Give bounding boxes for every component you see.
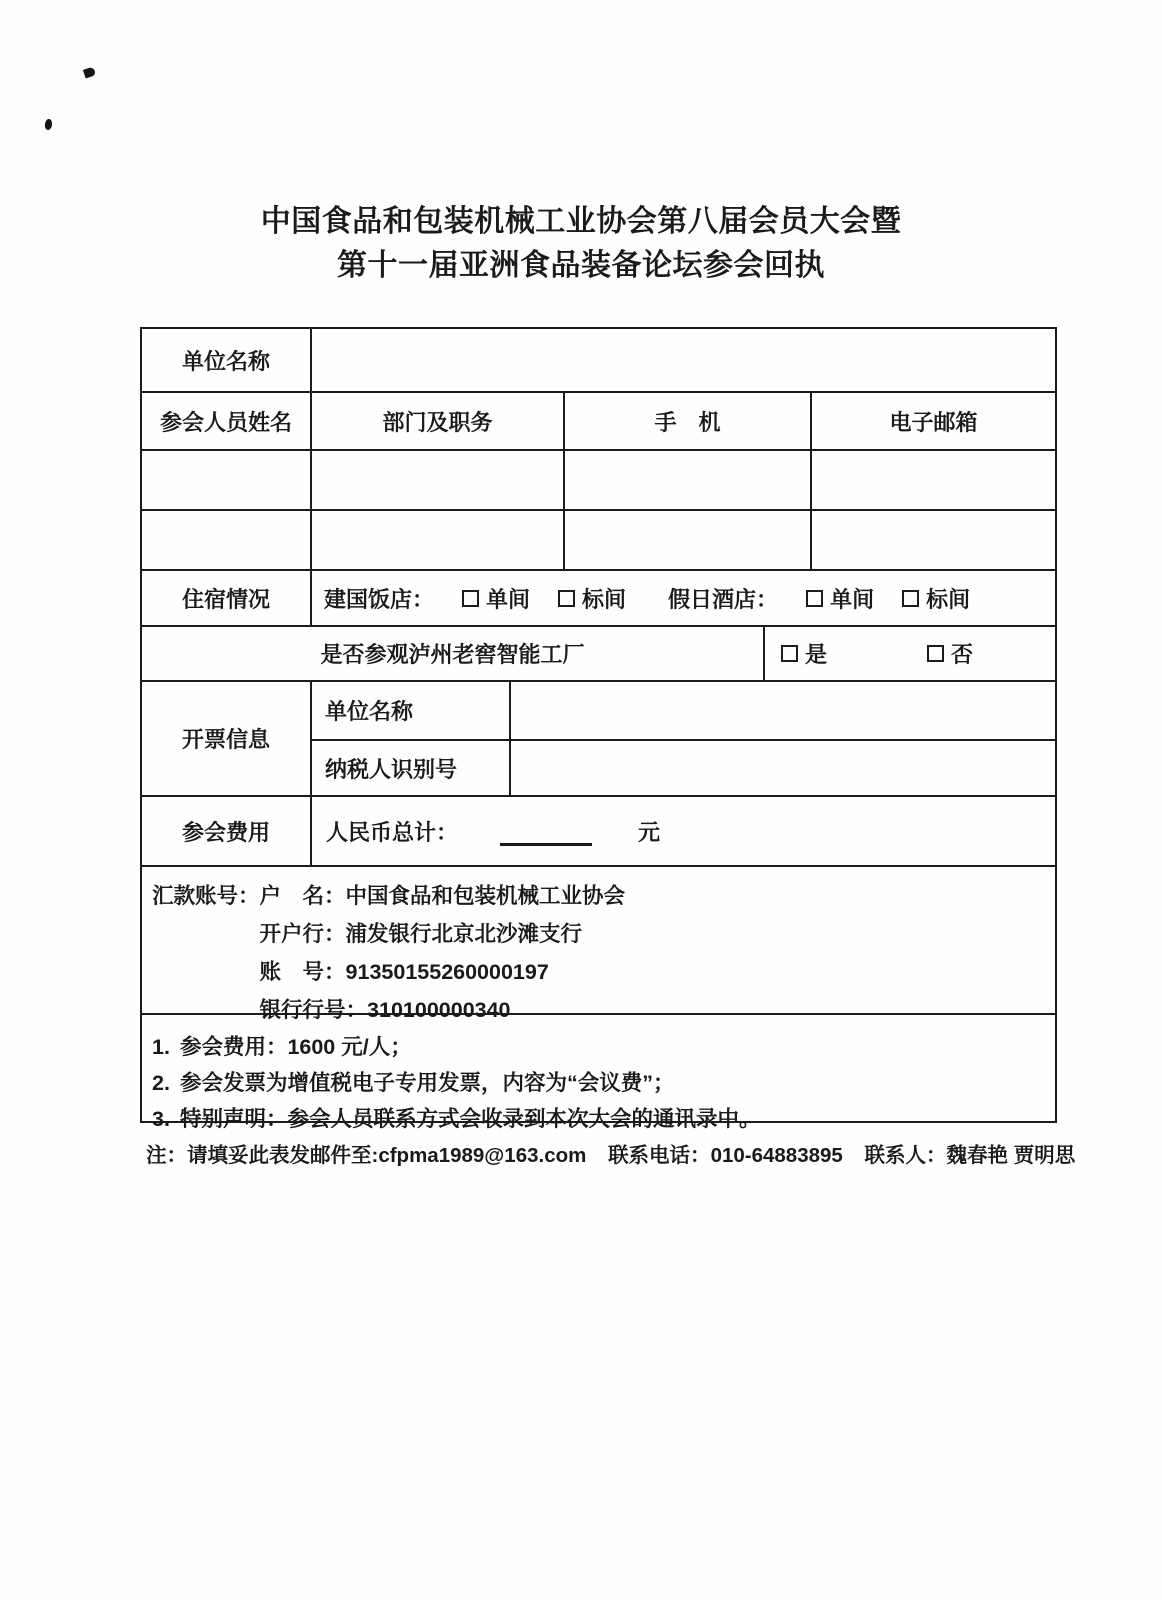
remittance-lines bbox=[260, 877, 626, 1029]
accommodation-label: 住宿情况 bbox=[181, 586, 270, 612]
registration-table bbox=[140, 327, 1057, 1131]
contact-names: 魏春艳 贾明思 bbox=[946, 1144, 1076, 1167]
note-text: 特别声明：参会人员联系方式会收录到本次大会的通讯录中。 bbox=[179, 1107, 761, 1131]
contact-phone: 010-64883895 bbox=[710, 1144, 843, 1167]
jianguo-single-checkbox[interactable] bbox=[462, 590, 479, 607]
remit-line-value: 浦发银行北京北沙滩支行 bbox=[345, 922, 583, 946]
remit-line-label: 户 名： bbox=[259, 884, 346, 908]
dept-position-header: 部门及职务 bbox=[310, 393, 563, 449]
jianguo-standard-option bbox=[558, 583, 626, 614]
form-title-line-2: 第十一届亚洲食品装备论坛参会回执 bbox=[337, 249, 825, 282]
visit-no-label: 否 bbox=[951, 642, 974, 667]
invoice-unit-name-label: 单位名称 bbox=[325, 699, 414, 724]
note-item-2 bbox=[152, 1065, 1055, 1101]
note-item-1 bbox=[152, 1029, 1055, 1065]
invoice-unit-name-input-cell[interactable] bbox=[509, 682, 1055, 739]
remit-line-label: 银行行号： bbox=[259, 998, 368, 1022]
remit-line-value: 91350155260000197 bbox=[345, 960, 549, 984]
remit-line-label: 账 号： bbox=[259, 960, 346, 984]
holiday-hotel-label: 假日酒店： bbox=[668, 586, 779, 612]
single-room-label: 单间 bbox=[830, 586, 875, 612]
accommodation-row bbox=[142, 569, 1055, 625]
mobile-header: 手 机 bbox=[563, 393, 810, 449]
remit-line-value: 中国食品和包装机械工业协会 bbox=[345, 884, 626, 908]
invoice-taxid-row bbox=[312, 739, 1055, 795]
note-number: 2. bbox=[152, 1071, 170, 1095]
unit-name-row bbox=[142, 329, 1055, 391]
attendee-row-1 bbox=[142, 449, 1055, 509]
holiday-single-checkbox[interactable] bbox=[806, 590, 823, 607]
remittance-line-account-number bbox=[260, 953, 626, 991]
note-item-3 bbox=[152, 1101, 1055, 1137]
footer-note bbox=[146, 1138, 1076, 1168]
note-number: 3. bbox=[152, 1107, 170, 1131]
remit-line-label: 开户行： bbox=[259, 922, 346, 946]
invoice-unit-row bbox=[312, 682, 1055, 739]
email-header: 电子邮箱 bbox=[810, 393, 1055, 449]
unit-name-input-cell[interactable] bbox=[310, 329, 1055, 391]
remit-line-value: 310100000340 bbox=[367, 998, 511, 1022]
notes-block bbox=[142, 1015, 1055, 1131]
invoice-info-label: 开票信息 bbox=[181, 727, 270, 752]
note-text: 参会费用：1600 元/人； bbox=[179, 1035, 412, 1059]
attendee-2-name-cell[interactable] bbox=[142, 511, 310, 569]
form-title bbox=[0, 200, 1162, 288]
fee-prefix-label: 人民币总计： bbox=[326, 819, 459, 845]
phone-label: 联系电话： bbox=[608, 1144, 711, 1167]
fee-content-cell bbox=[310, 797, 1055, 865]
attendee-1-dept-cell[interactable] bbox=[310, 451, 563, 509]
holiday-standard-option bbox=[902, 583, 970, 614]
invoice-info-row bbox=[142, 680, 1055, 795]
fee-row bbox=[142, 795, 1055, 865]
remittance-line-account-name bbox=[260, 877, 626, 915]
standard-room-label: 标间 bbox=[926, 586, 971, 612]
unit-name-label: 单位名称 bbox=[181, 348, 270, 374]
jianguo-single-option bbox=[462, 583, 530, 614]
visit-yes-option bbox=[781, 638, 827, 669]
attendee-row-2 bbox=[142, 509, 1055, 569]
fee-unit-label: 元 bbox=[638, 819, 661, 845]
jianguo-standard-checkbox[interactable] bbox=[558, 590, 575, 607]
visit-no-option bbox=[927, 638, 973, 669]
visit-no-checkbox[interactable] bbox=[927, 645, 944, 662]
ink-speck bbox=[44, 118, 53, 130]
jianguo-hotel-label: 建国饭店： bbox=[324, 586, 435, 612]
invoice-tax-id-input-cell[interactable] bbox=[509, 741, 1055, 795]
visit-yes-checkbox[interactable] bbox=[781, 645, 798, 662]
fee-label: 参会费用 bbox=[181, 819, 270, 845]
note-text: 参会发票为增值税电子专用发票，内容为“会议费”； bbox=[179, 1071, 675, 1095]
attendee-1-email-cell[interactable] bbox=[810, 451, 1055, 509]
remittance-block bbox=[142, 867, 1055, 1022]
fee-amount-blank[interactable] bbox=[500, 817, 592, 846]
attendee-2-dept-cell[interactable] bbox=[310, 511, 563, 569]
footer-prefix: 注：请填妥此表发邮件至: bbox=[146, 1144, 379, 1167]
form-title-line-1: 中国食品和包装机械工业协会第八届会员大会暨 bbox=[260, 205, 902, 238]
accommodation-options-cell bbox=[310, 571, 1055, 625]
notes-row bbox=[142, 1013, 1055, 1131]
invoice-subtable bbox=[310, 682, 1055, 795]
holiday-single-option bbox=[806, 583, 874, 614]
holiday-standard-checkbox[interactable] bbox=[902, 590, 919, 607]
attendee-2-mobile-cell[interactable] bbox=[563, 511, 810, 569]
contact-label: 联系人： bbox=[864, 1144, 947, 1167]
standard-room-label: 标间 bbox=[582, 586, 627, 612]
visit-answer-cell bbox=[763, 627, 1055, 680]
attendee-name-header: 参会人员姓名 bbox=[159, 409, 292, 435]
attendee-2-email-cell[interactable] bbox=[810, 511, 1055, 569]
attendee-1-mobile-cell[interactable] bbox=[563, 451, 810, 509]
remittance-row bbox=[142, 865, 1055, 1022]
contact-email: cfpma1989@163.com bbox=[378, 1144, 587, 1167]
ink-speck bbox=[83, 67, 96, 79]
visit-yes-label: 是 bbox=[805, 642, 828, 667]
remittance-label: 汇款账号： bbox=[152, 884, 260, 908]
remittance-line-bank-branch bbox=[260, 915, 626, 953]
factory-visit-row bbox=[142, 625, 1055, 680]
invoice-tax-id-label: 纳税人识别号 bbox=[325, 756, 458, 782]
note-number: 1. bbox=[152, 1035, 170, 1059]
single-room-label: 单间 bbox=[486, 586, 531, 612]
attendee-1-name-cell[interactable] bbox=[142, 451, 310, 509]
attendee-header-row bbox=[142, 391, 1055, 449]
visit-question-cell: 是否参观泸州老窖智能工厂 bbox=[320, 642, 585, 667]
